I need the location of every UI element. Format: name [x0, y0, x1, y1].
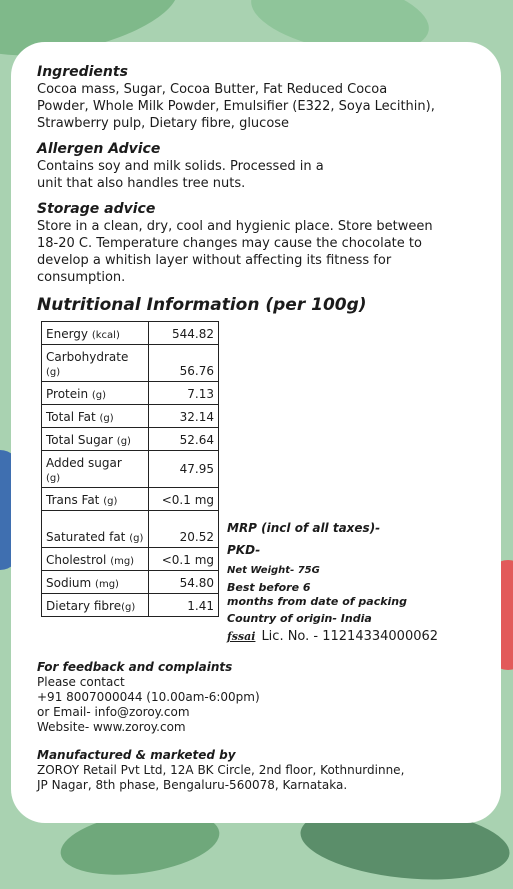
nutrient-value: <0.1 mg [148, 548, 218, 571]
feedback-line: Please contact [37, 675, 125, 689]
table-row [42, 382, 219, 405]
nutrition-title: Nutritional Information (per 100g) [37, 295, 367, 315]
ingredients-heading: Ingredients [37, 64, 128, 80]
nutrient-label: Total Sugar [46, 433, 113, 447]
best-before-line: months from date of packing [227, 595, 408, 608]
nutrient-value: 20.52 [148, 511, 218, 548]
nutrient-value: 52.64 [148, 428, 218, 451]
nutrient-value: 1.41 [148, 594, 218, 617]
nutrient-label: Cholestrol [46, 553, 107, 567]
table-row [42, 345, 219, 382]
allergen-line: Contains soy and milk solids. Processed in a [37, 159, 324, 174]
nutrient-label: Sodium [46, 576, 92, 590]
license-number: Lic. No. - 11214334000062 [261, 629, 439, 644]
nutrient-value: 54.80 [148, 571, 218, 594]
nutrient-unit: (mg) [110, 556, 135, 567]
table-row [42, 488, 219, 511]
table-row [42, 428, 219, 451]
nutrient-label: Dietary fibre [46, 599, 122, 613]
storage-line: 18-20 C. Temperature changes may cause the chocolate to [37, 236, 422, 251]
table-row [42, 548, 219, 571]
nutrient-label: Saturated fat [46, 530, 126, 544]
nutrient-value: 7.13 [148, 382, 218, 405]
nutrient-label: Energy [46, 327, 89, 341]
net-weight-label: Net Weight- 75G [227, 565, 320, 576]
nutrient-label: Added sugar [46, 456, 122, 470]
feedback-section [37, 659, 487, 735]
feedback-phone: +91 8007000044 (10.00am-6:00pm) [37, 690, 260, 704]
table-row [42, 594, 219, 617]
nutrient-value: 544.82 [148, 322, 218, 345]
nutrition-table [41, 321, 219, 617]
nutrient-unit: (g) [46, 473, 61, 484]
ingredients-line: Cocoa mass, Sugar, Cocoa Butter, Fat Reduced Cocoa [37, 82, 388, 97]
table-row [42, 322, 219, 345]
feedback-email: or Email- info@zoroy.com [37, 705, 190, 719]
nutrient-label: Trans Fat [46, 493, 100, 507]
table-row [42, 511, 219, 548]
nutrient-value: <0.1 mg [148, 488, 218, 511]
ingredients-line: Strawberry pulp, Dietary fibre, glucose [37, 116, 290, 131]
table-row [42, 451, 219, 488]
nutrient-unit: (kcal) [91, 330, 120, 341]
storage-line: develop a whitish layer without affecting its fitness for [37, 253, 392, 268]
nutrient-value: 56.76 [148, 345, 218, 382]
allergen-heading: Allergen Advice [37, 141, 161, 157]
feedback-heading: For feedback and complaints [37, 660, 233, 674]
allergen-line: unit that also handles tree nuts. [37, 176, 246, 191]
label-content [37, 64, 487, 793]
nutrient-unit: (g) [103, 496, 118, 507]
nutrient-value: 32.14 [148, 405, 218, 428]
allergen-section [37, 141, 487, 192]
storage-line: Store in a clean, dry, cool and hygienic place. Store between [37, 219, 433, 234]
origin-label: Country of origin- India [227, 612, 372, 625]
pkd-label: PKD- [227, 543, 261, 557]
mrp-label: MRP (incl of all taxes)- [227, 521, 381, 535]
nutrient-unit: (g) [91, 390, 107, 401]
nutrient-unit: (g) [99, 413, 114, 424]
feedback-website: Website- www.zoroy.com [37, 720, 186, 734]
fssai-logo: fssai [227, 630, 256, 643]
manufacturer-line: JP Nagar, 8th phase, Bengaluru-560078, Karnataka. [37, 778, 348, 792]
ingredients-section [37, 64, 487, 132]
manufacturer-section [37, 747, 487, 793]
manufacturer-heading: Manufactured & marketed by [37, 748, 236, 762]
nutrient-label: Protein [46, 387, 89, 401]
table-row [42, 405, 219, 428]
nutrient-label: Total Fat [46, 410, 96, 424]
nutrient-unit: (g) [121, 602, 136, 613]
label-card [11, 42, 501, 823]
storage-section [37, 201, 487, 286]
storage-line: consumption. [37, 270, 126, 285]
table-row [42, 571, 219, 594]
license-row [227, 629, 438, 644]
ingredients-line: Powder, Whole Milk Powder, Emulsifier (E322, Soya Lecithin), [37, 99, 435, 114]
nutrient-unit: (g) [129, 533, 144, 544]
nutrient-value: 47.95 [148, 451, 218, 488]
manufacturer-line: ZOROY Retail Pvt Ltd, 12A BK Circle, 2nd floor, Kothnurdinne, [37, 763, 405, 777]
nutrition-block [37, 321, 487, 653]
nutrient-unit: (g) [116, 436, 131, 447]
storage-heading: Storage advice [37, 201, 156, 217]
best-before-line: Best before 6 [227, 581, 311, 594]
nutrient-unit: (mg) [95, 579, 119, 590]
nutrient-unit: (g) [46, 367, 61, 378]
nutrient-label: Carbohydrate [46, 350, 129, 364]
